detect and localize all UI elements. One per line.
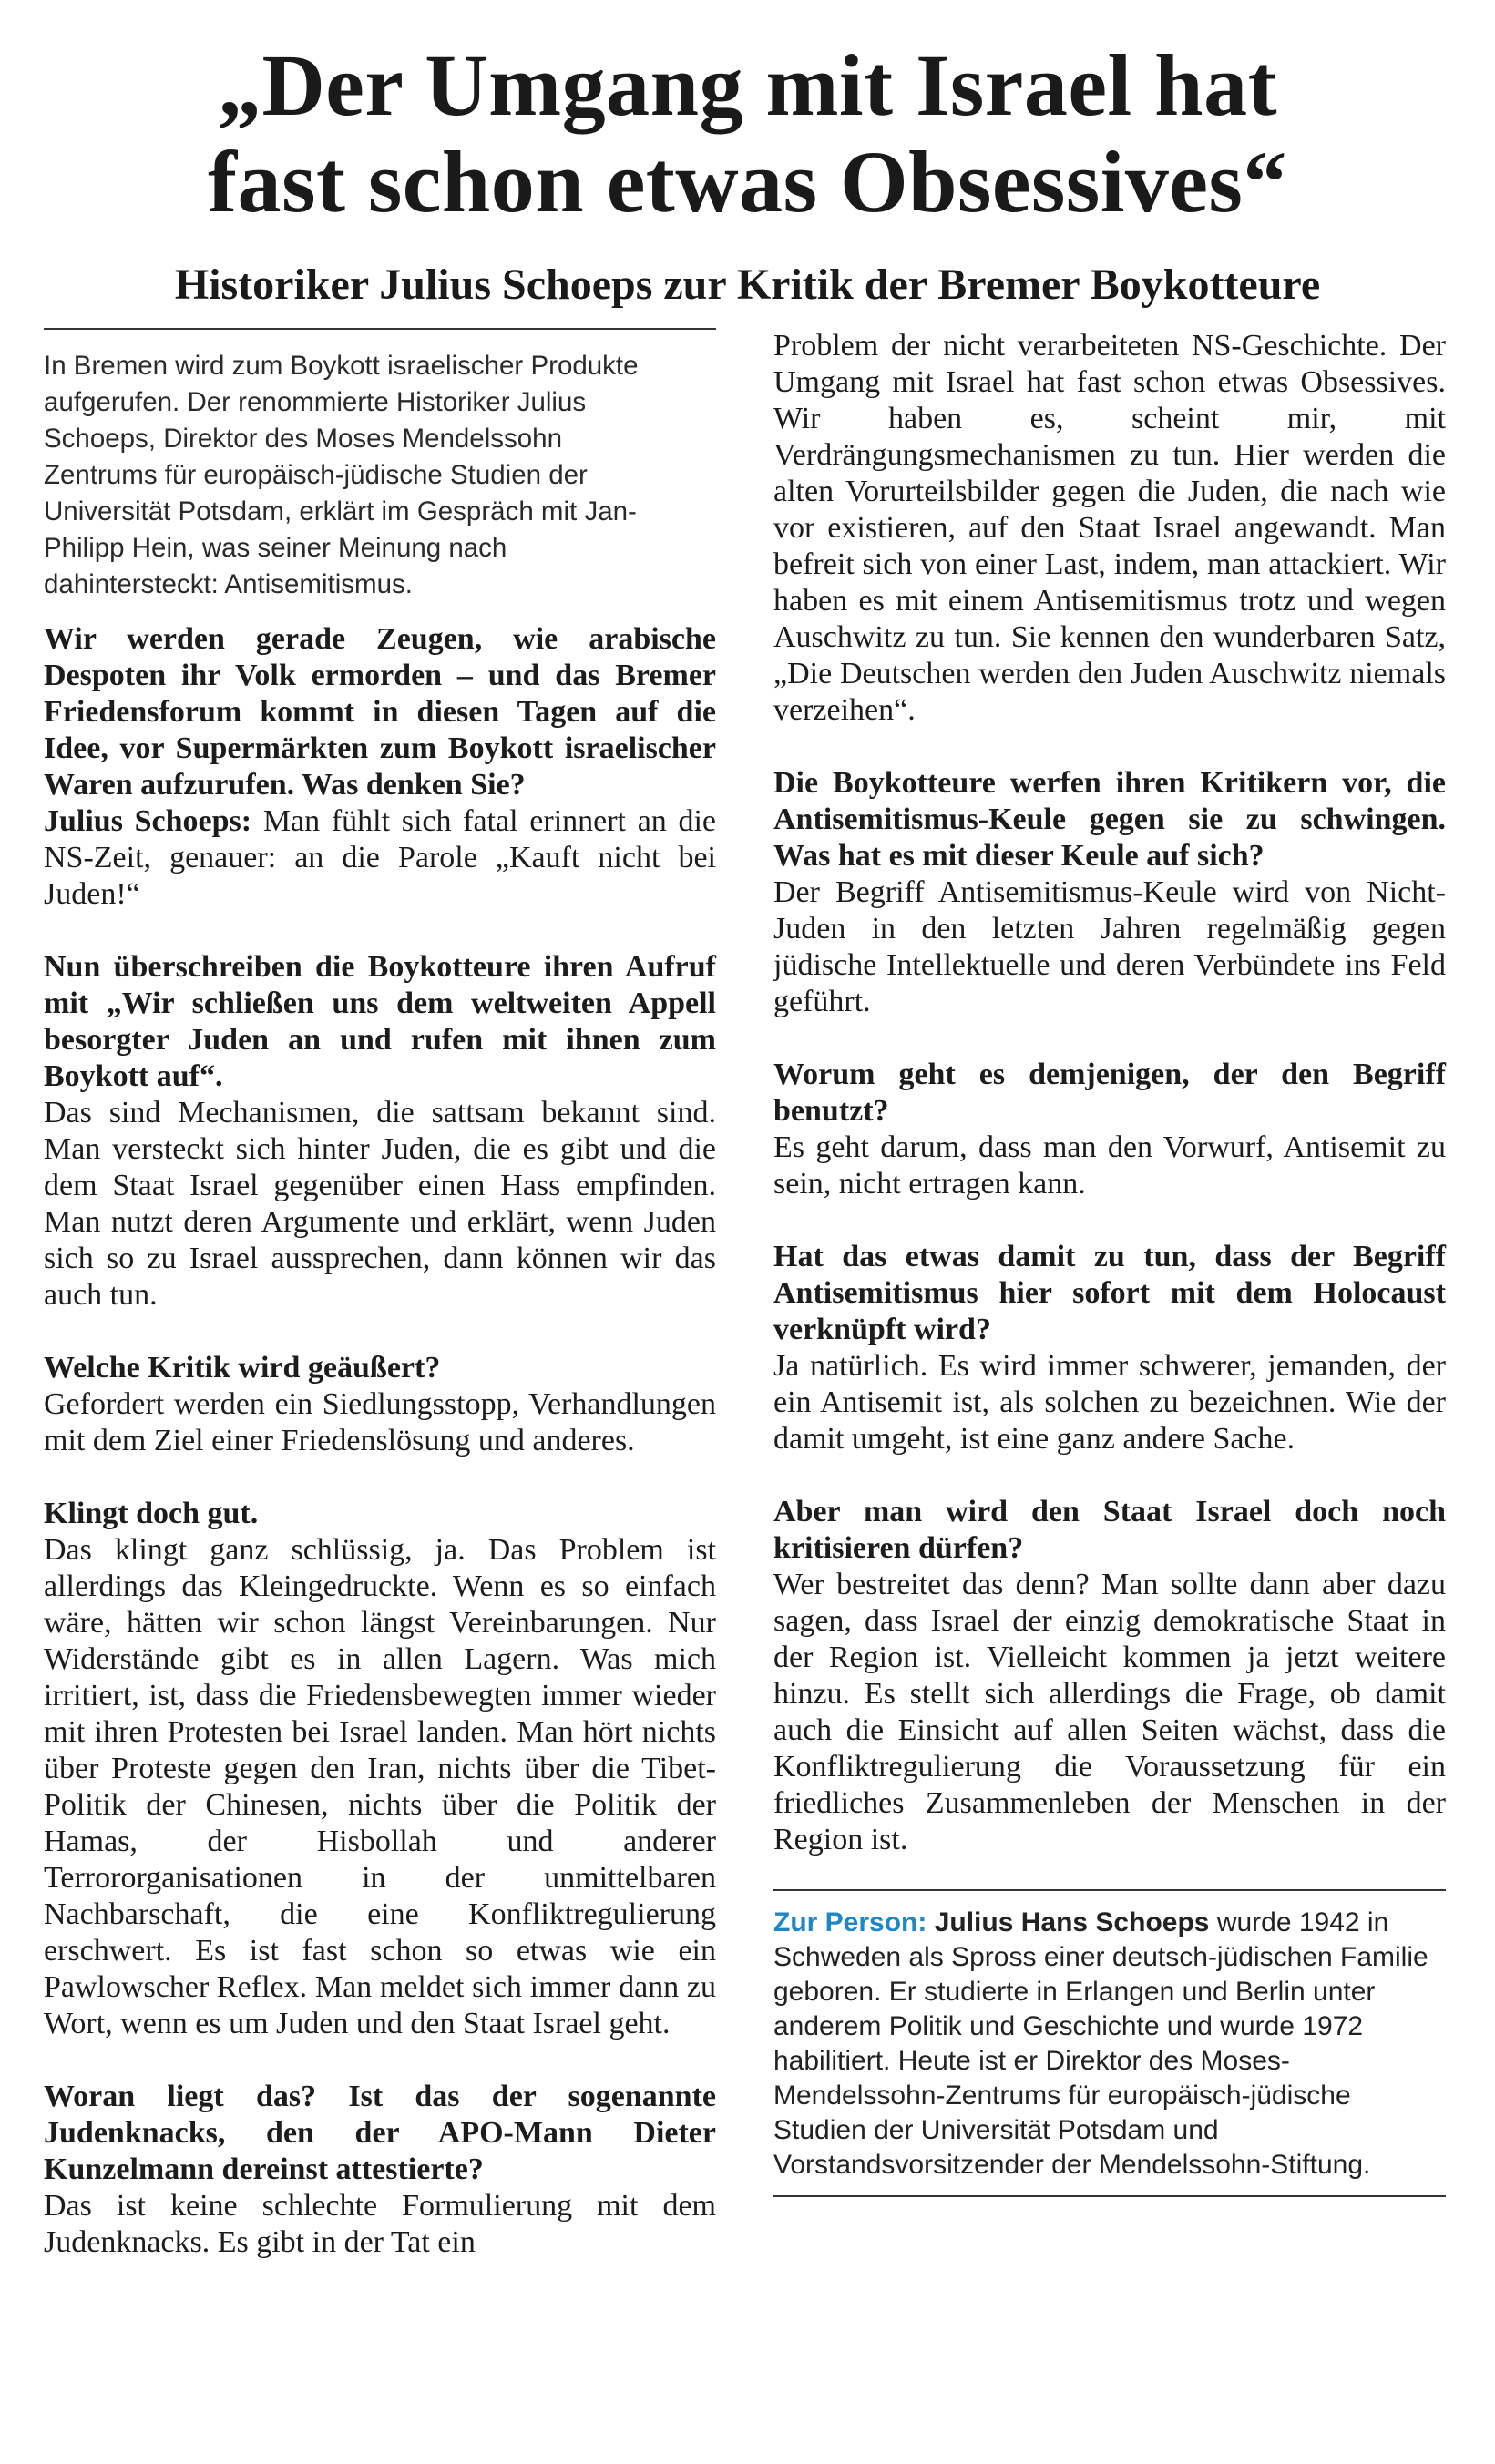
question: Nun überschreiben die Boykotteure ihren Aufruf mit „Wir schließen uns dem weltweiten Appell besorgter Juden an und rufen mit ihnen zum Boykott auf“. xyxy=(44,950,716,1093)
answer: Das klingt ganz schlüssig, ja. Das Problem ist allerdings das Kleingedruckte. Wenn es so einfach wäre, hätten wir schon längst Vereinbarungen. Nur Widerstände gibt es in allen Lagern. Was mich irritiert, ist, dass die Friedensbewegten immer wieder mit ihren Protesten bei Israel landen. Man hört nichts über Proteste gegen den Iran, nichts über die Tibet-Politik der Chinesen, nichts über die Politik der Hamas, der Hisbollah und anderer Terrororganisationen in der unmittelbaren Nachbarschaft, die eine Konfliktregulierung erschwert. Es ist fast schon so etwas wie ein Pawlowscher Reflex. Man meldet sich immer dann zu Wort, wenn es um Juden und den Staat Israel geht. xyxy=(44,1533,716,2040)
answer: Gefordert werden ein Siedlungsstopp, Verhandlungen mit dem Ziel einer Friedenslösung und anderes. xyxy=(44,1387,716,1457)
left-column xyxy=(44,328,716,2261)
answer: Es geht darum, dass man den Vorwurf, Antisemit zu sein, nicht ertragen kann. xyxy=(773,1130,1446,1201)
question: Aber man wird den Staat Israel doch noch kritisieren dürfen? xyxy=(773,1495,1446,1565)
question: Welche Kritik wird geäußert? xyxy=(44,1351,441,1385)
person-bio: wurde 1942 in Schweden als Spross einer deutsch-jüdischen Familie geboren. Er studierte in Erlangen und Berlin unter anderem Politik und Geschichte und wurde 1972 habilitiert. Heute ist er Direktor des Moses-Mendelssohn-Zentrums für europäisch-jüdische Studien der Universität Potsdam und Vorstandsvorsitzender der Mendelssohn-Stiftung. xyxy=(773,1907,1428,2180)
answer: Ja natürlich. Es wird immer schwerer, jemanden, der ein Antisemit ist, als solchen zu bezeichnen. Wie der damit umgeht, ist eine ganz andere Sache. xyxy=(773,1349,1446,1456)
headline-line-2: fast schon etwas Obsessives“ xyxy=(208,133,1287,230)
answer: Das sind Mechanismen, die sattsam bekannt sind. Man versteckt sich hinter Juden, die es gibt und die dem Staat Israel gegenüber einen Hass empfinden. Man nutzt deren Argumente und erklärt, wenn Juden sich so zu Israel aussprechen, dann können wir das auch tun. xyxy=(44,1096,716,1312)
question: Wir werden gerade Zeugen, wie arabische Despoten ihr Volk ermorden – und das Bremer Friedensforum kommt in diesen Tagen auf die Idee, vor Supermärkten zum Boykott israelischer Waren aufzurufen. Was denken Sie? xyxy=(44,622,716,802)
intro-text: In Bremen wird zum Boykott israelischer Produkte aufgerufen. Der renommierte Historiker Julius Schoeps, Direktor des Moses Mendelssohn Zentrums für europäisch-jüdische Studien der Universität Potsdam, erklärt im Gespräch mit Jan-Philipp Hein, was seiner Meinung nach dahintersteckt: Antisemitismus. xyxy=(44,351,639,599)
answer: Das ist keine schlechte Formulierung mit dem Judenknacks. Es gibt in der Tat ein xyxy=(44,2189,716,2259)
question: Worum geht es demjenigen, der den Begriff benutzt? xyxy=(773,1058,1446,1128)
answer-continued: Problem der nicht verarbeiteten NS-Geschichte. Der Umgang mit Israel hat fast schon etwas Obsessives. Wir haben es, scheint mir, mit Verdrängungsmechanismen zu tun. Hier werden die alten Vorurteilsbilder gegen die Juden, die nach wie vor existieren, auf den Staat Israel angewandt. Man befreit sich von einer Last, indem, man attackiert. Wir haben es mit einem Antisemitismus trotz und wegen Auschwitz zu tun. Sie kennen den wunderbaren Satz, „Die Deutschen werden den Juden Auschwitz niemals verzeihen“. xyxy=(773,329,1446,727)
answer xyxy=(44,803,716,913)
subheadline: Historiker Julius Schoeps zur Kritik der Bremer Boykotteure xyxy=(174,261,1321,309)
person-info-box xyxy=(773,1889,1446,2197)
answer: Wer bestreitet das denn? Man sollte dann aber dazu sagen, dass Israel der einzig demokratische Staat in der Region ist. Vielleicht kommen ja jetzt weitere hinzu. Es stellt sich allerdings die Frage, ob damit auch die Einsicht auf allen Seiten wächst, dass die Konfliktregulierung die Voraussetzung für ein friedliches Zusammenleben der Menschen in der Region ist. xyxy=(773,1568,1446,1856)
person-name: Julius Hans Schoeps xyxy=(934,1907,1210,1937)
person-label: Zur Person: xyxy=(773,1907,927,1937)
question: Die Boykotteure werfen ihren Kritikern vor, die Antisemitismus-Keule gegen sie zu schwingen. Was hat es mit dieser Keule auf sich? xyxy=(773,766,1446,873)
answer: Der Begriff Antisemitismus-Keule wird von Nicht-Juden in den letzten Jahren regelmäßig gegen jüdische Intellektuelle und deren Verbündete ins Feld geführt. xyxy=(773,875,1446,1018)
question: Hat das etwas damit zu tun, dass der Begriff Antisemitismus hier sofort mit dem Holocaust verknüpft wird? xyxy=(773,1240,1446,1346)
answer-text: Man fühlt sich fatal erinnert an die NS-Zeit, genauer: an die Parole „Kauft nicht bei Juden!“ xyxy=(44,804,717,911)
right-column xyxy=(773,328,1446,2197)
question: Woran liegt das? Ist das der sogenannte Judenknacks, den der APO-Mann Dieter Kunzelmann dereinst attestierte? xyxy=(44,2080,716,2186)
speaker-name: Julius Schoeps: xyxy=(44,804,252,838)
question: Klingt doch gut. xyxy=(44,1497,259,1530)
column-divider xyxy=(44,328,716,330)
headline-line-1: „Der Umgang mit Israel hat xyxy=(217,36,1278,134)
